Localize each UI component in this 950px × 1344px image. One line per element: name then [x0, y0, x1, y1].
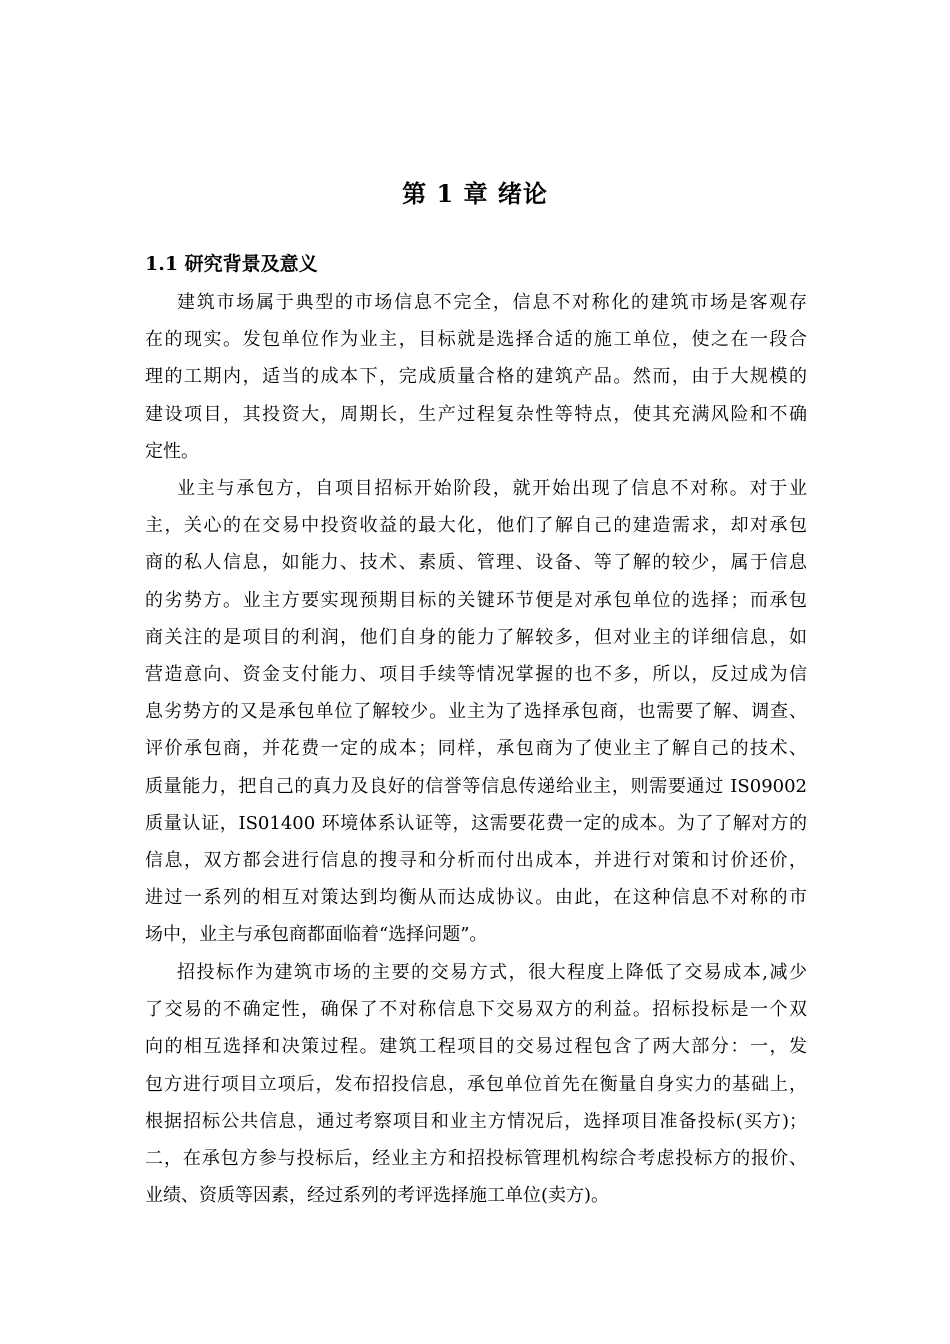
paragraph-line: 场中，业主与承包商都面临着“选择问题”。	[145, 924, 488, 946]
chapter-title: 第 1 章 绪论	[402, 179, 548, 208]
section-heading: 1.1 研究背景及意义	[145, 253, 318, 275]
paragraph-3	[145, 954, 807, 1214]
paragraph-line: 质量能力，把自己的真力及良好的信誉等信息传递给业主，则需要通过 IS09002	[145, 775, 807, 797]
paragraph-line: 的劣势方。业主方要实现预期目标的关键环节便是对承包单位的选择；而承包	[145, 589, 807, 611]
paragraph-line: 营造意向、资金支付能力、项目手续等情况掌握的也不多，所以，反过成为信	[145, 663, 807, 685]
paragraph-line: 根据招标公共信息，通过考察项目和业主方情况后，选择项目准备投标(买方)；	[145, 1110, 807, 1132]
paragraph-line: 在的现实。发包单位作为业主，目标就是选择合适的施工单位，使之在一段合	[145, 329, 807, 351]
paragraph-line: 业绩、资质等因素，经过系列的考评选择施工单位(卖方)。	[145, 1185, 610, 1207]
paragraph-line: 包方进行项目立项后，发布招投信息，承包单位首先在衡量自身实力的基础上，	[145, 1073, 807, 1095]
paragraph-line: 向的相互选择和决策过程。建筑工程项目的交易过程包含了两大部分：一，发	[145, 1036, 807, 1058]
paragraph-line: 评价承包商，并花费一定的成本；同样，承包商为了使业主了解自己的技术、	[145, 738, 807, 760]
paragraph-line: 二，在承包方参与投标后，经业主方和招投标管理机构综合考虑投标方的报价、	[145, 1147, 807, 1169]
paragraph-line: 质量认证，IS01400 环境体系认证等，这需要花费一定的成本。为了了解对方的	[145, 812, 807, 834]
paragraph-line: 了交易的不确定性，确保了不对称信息下交易双方的利益。招标投标是一个双	[145, 999, 807, 1021]
paragraph-line: 商的私人信息，如能力、技术、素质、管理、设备、等了解的较少，属于信息	[145, 552, 807, 574]
paragraph-line: 信息，双方都会进行信息的搜寻和分析而付出成本，并进行对策和讨价还价，	[145, 849, 807, 871]
paragraph-line: 理的工期内，适当的成本下，完成质量合格的建筑产品。然而，由于大规模的	[145, 366, 807, 388]
paragraph-line: 建筑市场属于典型的市场信息不完全，信息不对称化的建筑市场是客观存	[177, 292, 807, 313]
paragraph-line: 建设项目，其投资大，周期长，生产过程复杂性等特点，使其充满风险和不确	[145, 403, 807, 425]
paragraph-line: 业主与承包方，自项目招标开始阶段，就开始出现了信息不对称。对于业	[177, 478, 807, 499]
paragraph-line: 进过一系列的相互对策达到均衡从而达成协议。由此，在这种信息不对称的市	[145, 887, 807, 909]
paragraph-line: 定性。	[145, 440, 199, 462]
paragraph-1	[145, 284, 807, 470]
paragraph-line: 息劣势方的又是承包单位了解较少。业主为了选择承包商，也需要了解、调查、	[145, 701, 807, 723]
paragraph-line: 商关注的是项目的利润，他们自身的能力了解较多，但对业主的详细信息，如	[145, 626, 807, 648]
paragraph-line: 招投标作为建筑市场的主要的交易方式，很大程度上降低了交易成本,减少	[177, 962, 807, 983]
paragraph-line: 主，关心的在交易中投资收益的最大化，他们了解自己的建造需求，却对承包	[145, 515, 807, 537]
paragraph-2	[145, 470, 807, 953]
